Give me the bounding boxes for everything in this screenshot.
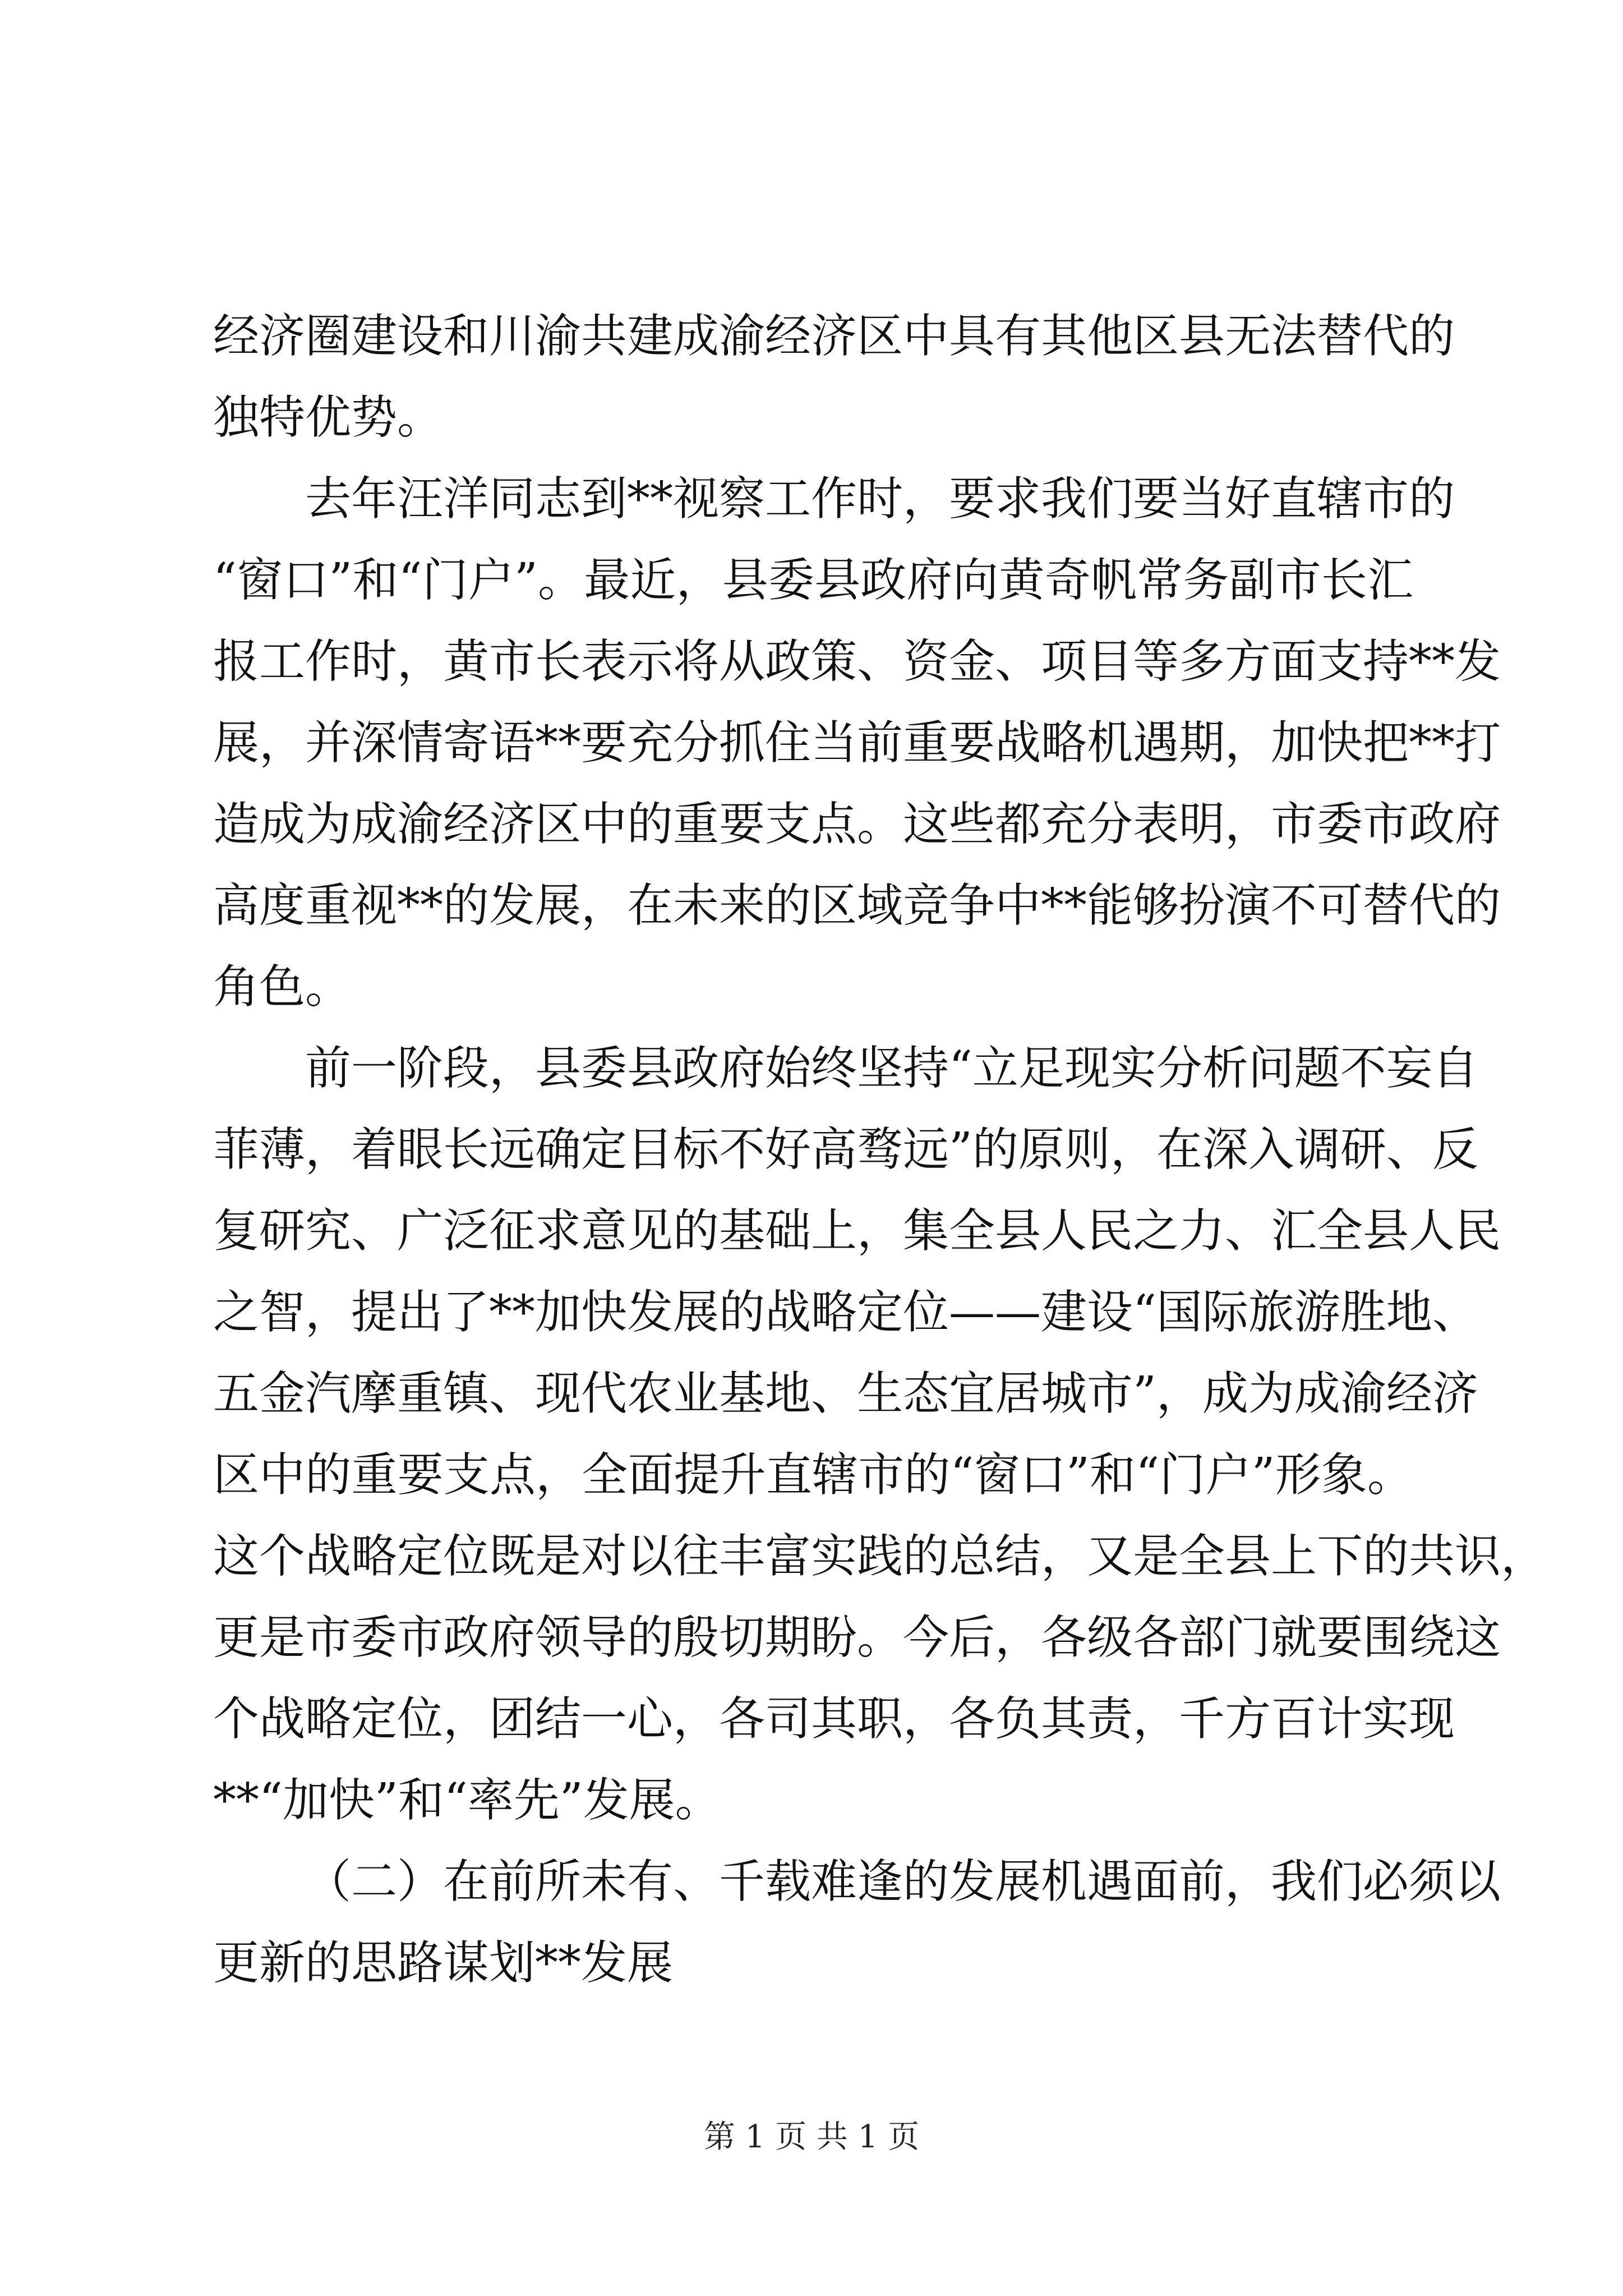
page-number-footer: 第 1 页 共 1 页 bbox=[703, 2119, 920, 2155]
section-heading-line: （二）在前所未有、千载难逢的发展机遇面前，我们必须以 bbox=[305, 1855, 1501, 1908]
text-line: 独特优势。 bbox=[213, 391, 444, 444]
text-line: 之智，提出了**加快发展的战略定位——建设“国际旅游胜地、 bbox=[213, 1286, 1478, 1339]
text-line: 这个战略定位既是对以往丰富实践的总结，又是全县上下的共识， bbox=[213, 1530, 1547, 1583]
text-line: 区中的重要支点，全面提升直辖市的“窗口”和“门户”形象。 bbox=[213, 1448, 1413, 1502]
text-line: **“加快”和“率先”发展。 bbox=[213, 1774, 721, 1827]
text-line: 菲薄，着眼长远确定目标不好高骛远”的原则，在深入调研、反 bbox=[213, 1123, 1478, 1176]
text-line: 造成为成渝经济区中的重要支点。这些都充分表明，市委市政府 bbox=[213, 798, 1501, 851]
section-heading-line: 更新的思路谋划**发展 bbox=[213, 1936, 674, 1990]
paragraph-first-line: 前一阶段，县委县政府始终坚持“立足现实分析问题不妄自 bbox=[305, 1042, 1478, 1095]
text-line: 个战略定位，团结一心，各司其职，各负其责，千方百计实现 bbox=[213, 1692, 1455, 1746]
paragraph-first-line: 去年汪洋同志到**视察工作时，要求我们要当好直辖市的 bbox=[305, 472, 1455, 526]
text-line: 经济圈建设和川渝共建成渝经济区中具有其他区县无法替代的 bbox=[213, 310, 1455, 363]
text-line: 五金汽摩重镇、现代农业基地、生态宜居城市”，成为成渝经济 bbox=[213, 1367, 1478, 1420]
text-line: “窗口”和“门户”。最近，县委县政府向黄奇帆常务副市长汇 bbox=[213, 554, 1413, 607]
text-line: 更是市委市政府领导的殷切期盼。今后，各级各部门就要围绕这 bbox=[213, 1611, 1501, 1664]
text-line: 展，并深情寄语**要充分抓住当前重要战略机遇期，加快把**打 bbox=[213, 716, 1501, 770]
text-line: 报工作时，黄市长表示将从政策、资金、项目等多方面支持**发 bbox=[213, 635, 1501, 688]
text-line: 复研究、广泛征求意见的基础上，集全县人民之力、汇全县人民 bbox=[213, 1204, 1501, 1258]
text-line: 高度重视**的发展，在未来的区域竞争中**能够扮演不可替代的 bbox=[213, 879, 1501, 932]
text-line: 角色。 bbox=[213, 960, 352, 1014]
